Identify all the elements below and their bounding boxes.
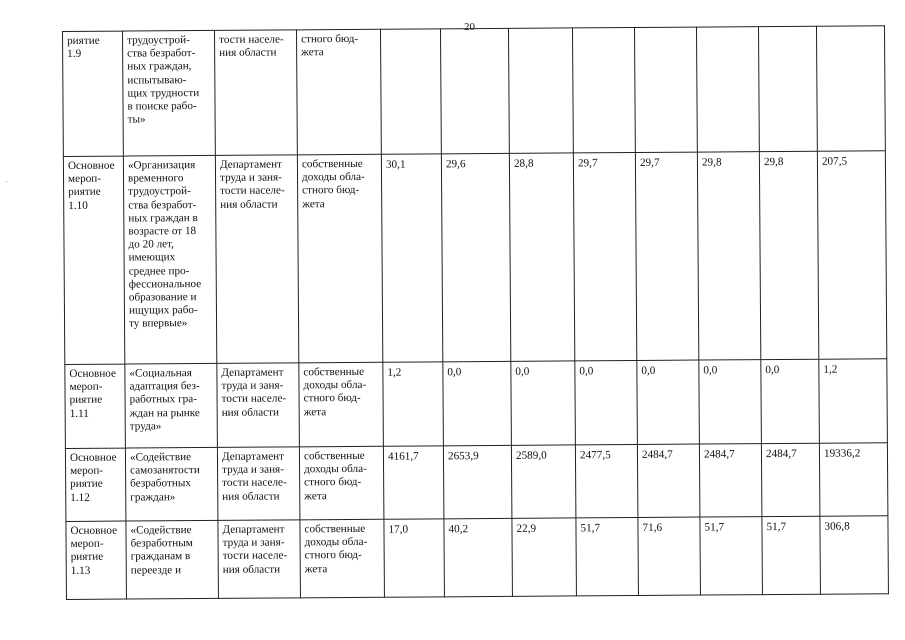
total-value-cell: 19336,2: [819, 443, 888, 516]
table-body: [63, 26, 889, 600]
total-value-cell: 306,8: [820, 516, 889, 594]
year-value-cell: 0,0: [575, 360, 638, 444]
year-value-cell: 0,0: [511, 361, 576, 445]
year-value-cell: 2589,0: [511, 445, 576, 518]
year-value-cell: 29,7: [573, 153, 636, 361]
year-value-cell: [696, 27, 759, 152]
year-value-cell: 22,9: [512, 518, 577, 596]
year-value-cell: [572, 28, 635, 153]
total-value-cell: 207,5: [817, 151, 886, 359]
year-value-cell: 2653,9: [443, 445, 512, 518]
year-value-cell: 2484,7: [761, 443, 820, 516]
year-value-cell: 17,0: [384, 519, 445, 597]
year-value-cell: 2484,7: [637, 444, 700, 517]
table-row: [65, 359, 888, 449]
measure-name-cell: Основное мероп- риятие 1.12: [65, 448, 126, 521]
budget-table: [62, 25, 889, 600]
table-row: [63, 151, 886, 365]
funding-source-cell: собственные доходы обла- стного бюд- жета: [299, 446, 384, 520]
year-value-cell: [380, 29, 441, 154]
measure-title-cell: «Организация временного трудоустрой- ства безработ- ных граждан в возрасте от 18 до 20 лет, имеющих среднее про- фессиональное образование и ищущих рабо- ту впервые»: [123, 155, 216, 364]
table-row: [66, 516, 889, 600]
year-value-cell: 51,7: [700, 517, 763, 595]
executor-cell: Департамент труда и заня- тости населе- ния области: [217, 363, 300, 448]
funding-source-cell: собственные доходы обла- стного бюд- жета: [297, 154, 382, 363]
measure-title-cell: «Содействие безработным гражданам в переезде и: [126, 520, 219, 599]
year-value-cell: 0,0: [761, 359, 820, 443]
total-value-cell: [816, 26, 885, 151]
executor-cell: Департамент труда и заня- тости населе- ния области: [218, 520, 301, 599]
measure-name-cell: Основное мероп- риятие 1.10: [63, 156, 124, 364]
measure-title-cell: «Социальная адаптация без- работных гра- ждан на рынке труда»: [125, 363, 218, 448]
page-number: 20: [464, 21, 475, 33]
year-value-cell: [634, 27, 697, 152]
measure-title-cell: трудоустрой- ства безработ- ных граждан, испытываю- щих трудности в поиске рабо- ты»: [123, 30, 216, 156]
total-value-cell: 1,2: [819, 359, 888, 443]
year-value-cell: [758, 26, 817, 151]
year-value-cell: 29,8: [697, 152, 760, 360]
year-value-cell: 29,7: [635, 152, 698, 360]
year-value-cell: 51,7: [576, 517, 639, 595]
year-value-cell: 71,6: [638, 517, 701, 595]
executor-cell: Департамент труда и заня- тости населе- ния области: [217, 447, 300, 521]
funding-source-cell: стного бюд- жета: [296, 29, 381, 155]
year-value-cell: 2477,5: [575, 444, 638, 517]
executor-cell: Департамент труда и заня- тости населе- ния области: [215, 155, 298, 364]
year-value-cell: 4161,7: [383, 446, 444, 519]
year-value-cell: [440, 28, 509, 153]
year-value-cell: 2484,7: [699, 444, 762, 517]
measure-name-cell: Основное мероп- риятие 1.11: [65, 364, 126, 448]
year-value-cell: 0,0: [637, 360, 700, 444]
year-value-cell: 0,0: [443, 361, 512, 445]
year-value-cell: 29,6: [441, 153, 510, 361]
year-value-cell: [508, 28, 573, 153]
funding-source-cell: собственные доходы обла- стного бюд- жета: [300, 519, 385, 598]
measure-title-cell: «Содействие самозанятости безработных граждан»: [125, 447, 218, 521]
year-value-cell: 29,8: [759, 151, 818, 359]
table-row: [63, 26, 886, 157]
year-value-cell: 28,8: [509, 153, 574, 361]
measure-name-cell: Основное мероп- риятие 1.13: [66, 521, 127, 599]
executor-cell: тости населе- ния области: [214, 30, 297, 156]
year-value-cell: 0,0: [699, 360, 762, 444]
year-value-cell: 51,7: [762, 516, 821, 594]
year-value-cell: 40,2: [444, 518, 513, 596]
scan-artifact: [6, 181, 7, 182]
measure-name-cell: риятие 1.9: [63, 31, 124, 156]
funding-source-cell: собственные доходы обла- стного бюд- жета: [299, 362, 384, 447]
year-value-cell: 1,2: [383, 362, 444, 446]
table-row: [65, 443, 887, 522]
year-value-cell: 30,1: [381, 154, 442, 362]
